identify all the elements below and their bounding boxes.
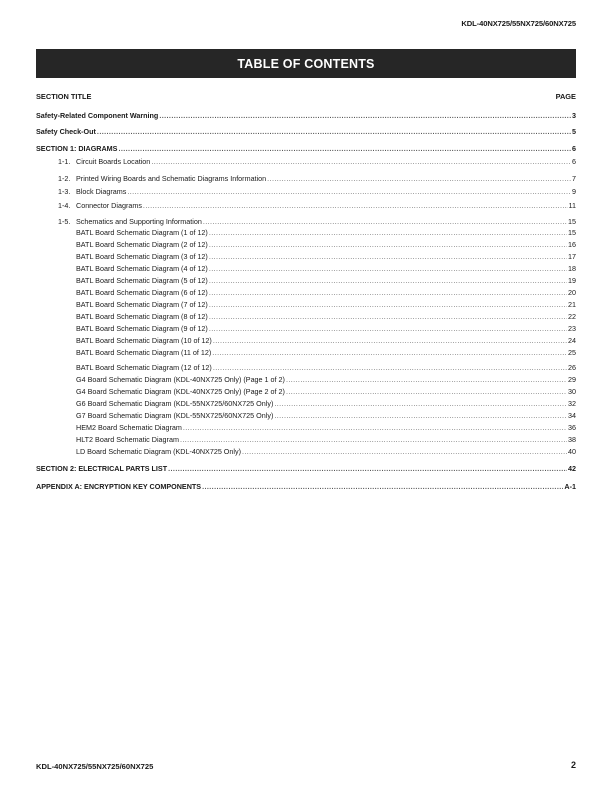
dot-leader	[286, 375, 567, 385]
toc-entry-page: 16	[568, 240, 576, 249]
toc-entry-title: LD Board Schematic Diagram (KDL-40NX725 Only)	[76, 447, 241, 456]
toc-entry-text: Circuit Boards Location	[76, 157, 151, 166]
toc-entry[interactable]	[36, 482, 576, 492]
toc-entry[interactable]	[58, 157, 576, 167]
toc-entry-title: APPENDIX A: ENCRYPTION KEY COMPONENTS	[36, 482, 202, 491]
dot-leader	[209, 312, 567, 322]
toc-entry-number: 1-2.	[58, 174, 71, 183]
toc-entry[interactable]	[76, 228, 576, 238]
toc-entry-page: 18	[568, 264, 576, 273]
toc-entry-title: HEM2 Board Schematic Diagram	[76, 423, 182, 432]
toc-entry[interactable]	[58, 217, 576, 227]
dot-leader	[159, 111, 571, 121]
toc-entry-page: 19	[568, 276, 576, 285]
toc-entry-title: BATL Board Schematic Diagram (10 of 12)	[76, 336, 212, 345]
dot-leader	[97, 127, 571, 137]
header-model-number: KDL-40NX725/55NX725/60NX725	[461, 19, 576, 28]
dot-leader	[267, 174, 571, 184]
dot-leader	[151, 157, 571, 167]
toc-entry[interactable]	[76, 447, 576, 457]
dot-leader	[209, 252, 567, 262]
toc-entry-title: BATL Board Schematic Diagram (2 of 12)	[76, 240, 208, 249]
toc-entry-page: 32	[568, 399, 576, 408]
toc-entry[interactable]	[58, 174, 576, 184]
toc-entry[interactable]	[36, 464, 576, 474]
toc-entry-title	[58, 174, 266, 184]
toc-entry-page: 22	[568, 312, 576, 321]
toc-entry-page: 25	[568, 348, 576, 357]
toc-entry-page: 23	[568, 324, 576, 333]
toc-entry-title	[58, 187, 126, 197]
toc-entry[interactable]	[58, 201, 576, 211]
toc-entry-page: A-1	[564, 482, 576, 491]
toc-entry-text: Printed Wiring Boards and Schematic Diagrams Information	[76, 174, 267, 183]
dot-leader	[183, 423, 567, 433]
dot-leader	[203, 217, 567, 227]
toc-entry-page: 9	[572, 187, 576, 196]
toc-entry[interactable]	[76, 348, 576, 358]
toc-entry-title: G4 Board Schematic Diagram (KDL-40NX725 Only) (Page 1 of 2)	[76, 375, 285, 384]
toc-entry-page: 20	[568, 288, 576, 297]
toc-entry-page: 42	[568, 464, 576, 473]
toc-entry[interactable]	[76, 411, 576, 421]
dot-leader	[180, 435, 567, 445]
dot-leader	[127, 187, 571, 197]
toc-title: TABLE OF CONTENTS	[237, 56, 375, 71]
dot-leader	[213, 363, 567, 373]
toc-entry-page: 30	[568, 387, 576, 396]
toc-entry-number: 1-4.	[58, 201, 71, 210]
toc-entry-text: Connector Diagrams	[76, 201, 142, 210]
toc-entry[interactable]	[76, 375, 576, 385]
toc-entry[interactable]	[76, 240, 576, 250]
toc-entry-title: BATL Board Schematic Diagram (4 of 12)	[76, 264, 208, 273]
toc-entry-page: 17	[568, 252, 576, 261]
dot-leader	[213, 336, 567, 346]
toc-entry-page: 36	[568, 423, 576, 432]
toc-entry[interactable]	[76, 423, 576, 433]
toc-entry-title	[58, 201, 142, 211]
dot-leader	[209, 300, 567, 310]
dot-leader	[209, 288, 567, 298]
toc-entry-page: 29	[568, 375, 576, 384]
dot-leader	[274, 399, 567, 409]
toc-entry[interactable]	[36, 144, 576, 154]
toc-entry-page: 34	[568, 411, 576, 420]
toc-entry[interactable]	[76, 300, 576, 310]
page-header: PAGE	[555, 92, 576, 101]
toc-entry-title: BATL Board Schematic Diagram (12 of 12)	[76, 363, 212, 372]
toc-entry[interactable]	[76, 288, 576, 298]
dot-leader	[143, 201, 568, 211]
toc-entry[interactable]	[76, 387, 576, 397]
toc-entry[interactable]	[58, 187, 576, 197]
toc-entry-page: 38	[568, 435, 576, 444]
toc-entry-text: Block Diagrams	[76, 187, 127, 196]
toc-entry-title: SECTION 1: DIAGRAMS	[36, 144, 118, 153]
toc-entry-page: 24	[568, 336, 576, 345]
dot-leader	[274, 411, 567, 421]
toc-entry[interactable]	[76, 435, 576, 445]
toc-entry-page: 5	[572, 127, 576, 136]
toc-entry-title: HLT2 Board Schematic Diagram	[76, 435, 179, 444]
toc-entry-title: BATL Board Schematic Diagram (11 of 12)	[76, 348, 212, 357]
toc-entry-text: Schematics and Supporting Information	[76, 217, 202, 226]
dot-leader	[209, 324, 567, 334]
toc-entry[interactable]	[76, 399, 576, 409]
toc-entry-title: BATL Board Schematic Diagram (3 of 12)	[76, 252, 208, 261]
toc-entry-title: Safety Check-Out	[36, 127, 96, 136]
dot-leader	[168, 464, 567, 474]
toc-entry-page: 40	[568, 447, 576, 456]
dot-leader	[212, 348, 567, 358]
toc-entry-title	[58, 157, 150, 167]
toc-entry-number: 1-1.	[58, 157, 71, 166]
toc-entry-number: 1-5.	[58, 217, 71, 226]
footer-model-number: KDL-40NX725/55NX725/60NX725	[36, 762, 154, 771]
toc-entry-title: G7 Board Schematic Diagram (KDL-55NX725/60NX725 Only)	[76, 411, 274, 420]
footer-page-number: 2	[570, 760, 576, 770]
toc-banner	[36, 49, 576, 78]
dot-leader	[209, 228, 567, 238]
toc-entry-title: SECTION 2: ELECTRICAL PARTS LIST	[36, 464, 168, 473]
toc-entry-title: BATL Board Schematic Diagram (6 of 12)	[76, 288, 208, 297]
dot-leader	[209, 276, 567, 286]
toc-entry[interactable]	[76, 252, 576, 262]
dot-leader	[209, 264, 567, 274]
toc-entry-page: 26	[568, 363, 576, 372]
toc-entry-title: BATL Board Schematic Diagram (7 of 12)	[76, 300, 208, 309]
toc-entry[interactable]	[76, 312, 576, 322]
toc-entry[interactable]	[36, 111, 576, 121]
dot-leader	[209, 240, 567, 250]
toc-entry[interactable]	[76, 264, 576, 274]
toc-entry-page: 21	[568, 300, 576, 309]
toc-entry[interactable]	[76, 276, 576, 286]
toc-entry-page: 15	[568, 228, 576, 237]
dot-leader	[118, 144, 571, 154]
toc-entry[interactable]	[76, 363, 576, 373]
toc-entry[interactable]	[36, 127, 576, 137]
toc-entry-page: 3	[572, 111, 576, 120]
toc-entry-title: BATL Board Schematic Diagram (9 of 12)	[76, 324, 208, 333]
toc-entry[interactable]	[76, 336, 576, 346]
dot-leader	[242, 447, 567, 457]
toc-entry-page: 15	[568, 217, 576, 226]
toc-entry[interactable]	[76, 324, 576, 334]
toc-entry-title: BATL Board Schematic Diagram (5 of 12)	[76, 276, 208, 285]
toc-entry-title: BATL Board Schematic Diagram (1 of 12)	[76, 228, 208, 237]
toc-entry-title: G4 Board Schematic Diagram (KDL-40NX725 Only) (Page 2 of 2)	[76, 387, 285, 396]
toc-entry-title: Safety-Related Component Warning	[36, 111, 159, 120]
toc-entry-page: 7	[572, 174, 576, 183]
toc-entry-title: BATL Board Schematic Diagram (8 of 12)	[76, 312, 208, 321]
dot-leader	[202, 482, 563, 492]
toc-entry-page: 6	[572, 157, 576, 166]
toc-entry-page: 6	[572, 144, 576, 153]
column-headers	[36, 92, 576, 101]
toc-entry-title: G6 Board Schematic Diagram (KDL-55NX725/60NX725 Only)	[76, 399, 274, 408]
toc-entry-title	[58, 217, 202, 227]
toc-entry-page: 11	[568, 201, 576, 210]
dot-leader	[286, 387, 567, 397]
toc-entry-number: 1-3.	[58, 187, 71, 196]
section-title-header: SECTION TITLE	[36, 92, 92, 101]
